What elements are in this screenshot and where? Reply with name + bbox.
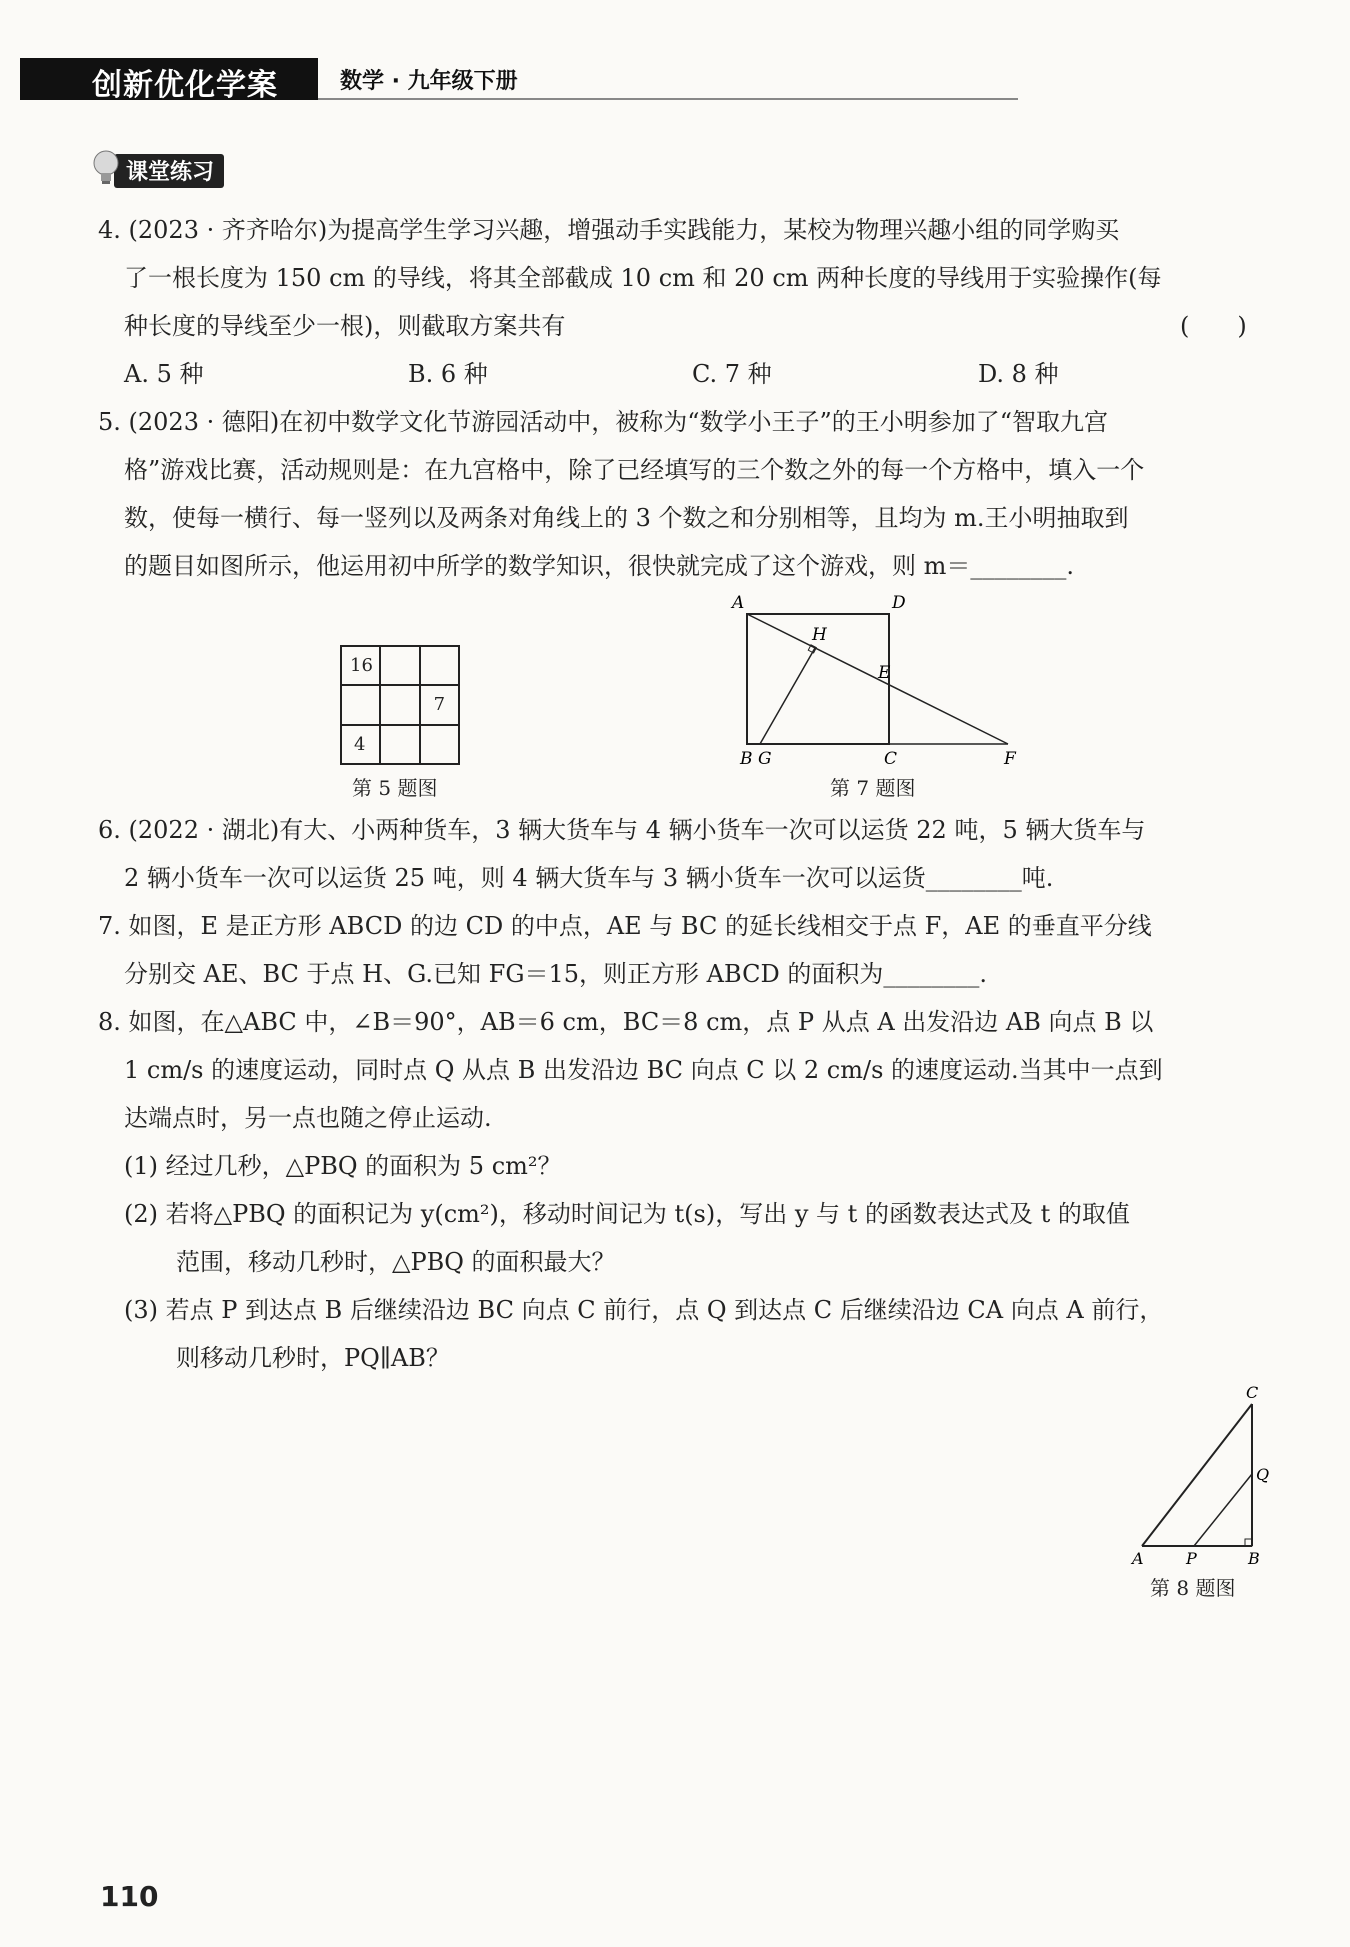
grid-cell bbox=[420, 725, 459, 764]
grid-cell bbox=[380, 646, 419, 685]
header-title-bar bbox=[20, 58, 318, 103]
q8-sub2a: (2) 若将△PBQ 的面积记为 y(cm²)，移动时间记为 t(s)，写出 y 与 t 的函数表达式及 t 的取值 bbox=[124, 1200, 1130, 1228]
label-q: Q bbox=[1256, 1465, 1270, 1484]
fig5-caption: 第 5 题图 bbox=[352, 776, 438, 800]
label-b: B bbox=[740, 749, 753, 769]
label-a: A bbox=[732, 593, 745, 613]
label-g: G bbox=[758, 749, 772, 769]
label-b: B bbox=[1248, 1549, 1260, 1568]
q4-option-a: A. 5 种 bbox=[124, 360, 204, 388]
q8-sub3b: 则移动几秒时，PQ∥AB？ bbox=[176, 1344, 450, 1372]
q4-line3: 种长度的导线至少一根)，则截取方案共有 bbox=[124, 312, 566, 340]
q8-sub2b: 范围，移动几秒时，△PBQ 的面积最大？ bbox=[176, 1248, 616, 1276]
grid-cell: 4 bbox=[341, 725, 380, 764]
q8-line2: 1 cm/s 的速度运动，同时点 Q 从点 B 出发沿边 BC 向点 C 以 2 cm/s 的速度运动.当其中一点到 bbox=[124, 1056, 1163, 1084]
grid-cell bbox=[380, 725, 419, 764]
grid-cell: 7 bbox=[420, 685, 459, 724]
right-angle-mark bbox=[808, 645, 816, 653]
q4-option-c: C. 7 种 bbox=[692, 360, 772, 388]
grid-cell bbox=[341, 685, 380, 724]
q5-line2: 格”游戏比赛，活动规则是：在九宫格中，除了已经填写的三个数之外的每一个方格中，填入一个 bbox=[124, 456, 1145, 484]
segment-pq bbox=[1194, 1474, 1252, 1546]
q8-triangle-figure bbox=[1128, 1382, 1278, 1572]
q8-sub1: (1) 经过几秒，△PBQ 的面积为 5 cm²？ bbox=[124, 1152, 562, 1180]
label-p: P bbox=[1186, 1549, 1197, 1568]
q4-line2: 了一根长度为 150 cm 的导线，将其全部截成 10 cm 和 20 cm 两种长度的导线用于实验操作(每 bbox=[124, 264, 1162, 292]
label-c: C bbox=[1246, 1383, 1259, 1402]
q7-square-figure bbox=[730, 592, 1030, 772]
q4-option-b: B. 6 种 bbox=[408, 360, 488, 388]
q8-line1: 8. 如图，在△ABC 中，∠B＝90°，AB＝6 cm，BC＝8 cm，点 P 从点 A 出发沿边 AB 向点 B 以 bbox=[98, 1008, 1154, 1036]
page-header bbox=[20, 58, 1050, 103]
q8-line3: 达端点时，另一点也随之停止运动. bbox=[124, 1104, 492, 1132]
q5-line4: 的题目如图所示，他运用初中所学的数学知识，很快就完成了这个游戏，则 m＝________. bbox=[124, 552, 1075, 580]
q5-line3: 数，使每一横行、每一竖列以及两条对角线上的 3 个数之和分别相等，且均为 m.王小明抽取到 bbox=[124, 504, 1129, 532]
grid-cell bbox=[420, 646, 459, 685]
label-h: H bbox=[812, 625, 827, 645]
q4-answer-bracket: ( ) bbox=[1180, 312, 1247, 340]
label-e: E bbox=[878, 663, 891, 683]
label-a: A bbox=[1132, 1549, 1144, 1568]
q7-line2: 分别交 AE、BC 于点 H、G.已知 FG＝15，则正方形 ABCD 的面积为________. bbox=[124, 960, 987, 988]
q6-line1: 6. (2022 · 湖北)有大、小两种货车，3 辆大货车与 4 辆小货车一次可以运货 22 吨，5 辆大货车与 bbox=[98, 816, 1146, 844]
q7-line1: 7. 如图，E 是正方形 ABCD 的边 CD 的中点，AE 与 BC 的延长线相交于点 F，AE 的垂直平分线 bbox=[98, 912, 1152, 940]
section-label: 课堂练习 bbox=[114, 154, 224, 188]
line-hg bbox=[760, 648, 815, 744]
book-title: 创新优化学案 bbox=[92, 68, 278, 103]
q4-line1: 4. (2023 · 齐齐哈尔)为提高学生学习兴趣，增强动手实践能力，某校为物理兴趣小组的同学购买 bbox=[98, 216, 1120, 244]
q8-sub3a: (3) 若点 P 到达点 B 后继续沿边 BC 向点 C 前行，点 Q 到达点 C 后继续沿边 CA 向点 A 前行， bbox=[124, 1296, 1164, 1324]
grid-cell bbox=[380, 685, 419, 724]
label-f: F bbox=[1004, 749, 1016, 769]
q5-line1: 5. (2023 · 德阳)在初中数学文化节游园活动中，被称为“数学小王子”的王小明参加了“智取九宫 bbox=[98, 408, 1109, 436]
grid-cell: 16 bbox=[341, 646, 380, 685]
right-angle-mark bbox=[1245, 1539, 1252, 1546]
label-c: C bbox=[884, 749, 898, 769]
q6-line2: 2 辆小货车一次可以运货 25 吨，则 4 辆大货车与 3 辆小货车一次可以运货________吨. bbox=[124, 864, 1054, 892]
fig8-caption: 第 8 题图 bbox=[1150, 1576, 1236, 1600]
page-number: 110 bbox=[100, 1880, 159, 1913]
lightbulb-icon bbox=[92, 150, 120, 186]
magic-square-grid bbox=[340, 645, 460, 765]
header-divider bbox=[318, 98, 1018, 100]
book-subject: 数学 · 九年级下册 bbox=[340, 69, 518, 94]
fig7-caption: 第 7 题图 bbox=[830, 776, 916, 800]
side-ca bbox=[1142, 1404, 1252, 1546]
label-d: D bbox=[892, 593, 906, 613]
q4-option-d: D. 8 种 bbox=[978, 360, 1059, 388]
